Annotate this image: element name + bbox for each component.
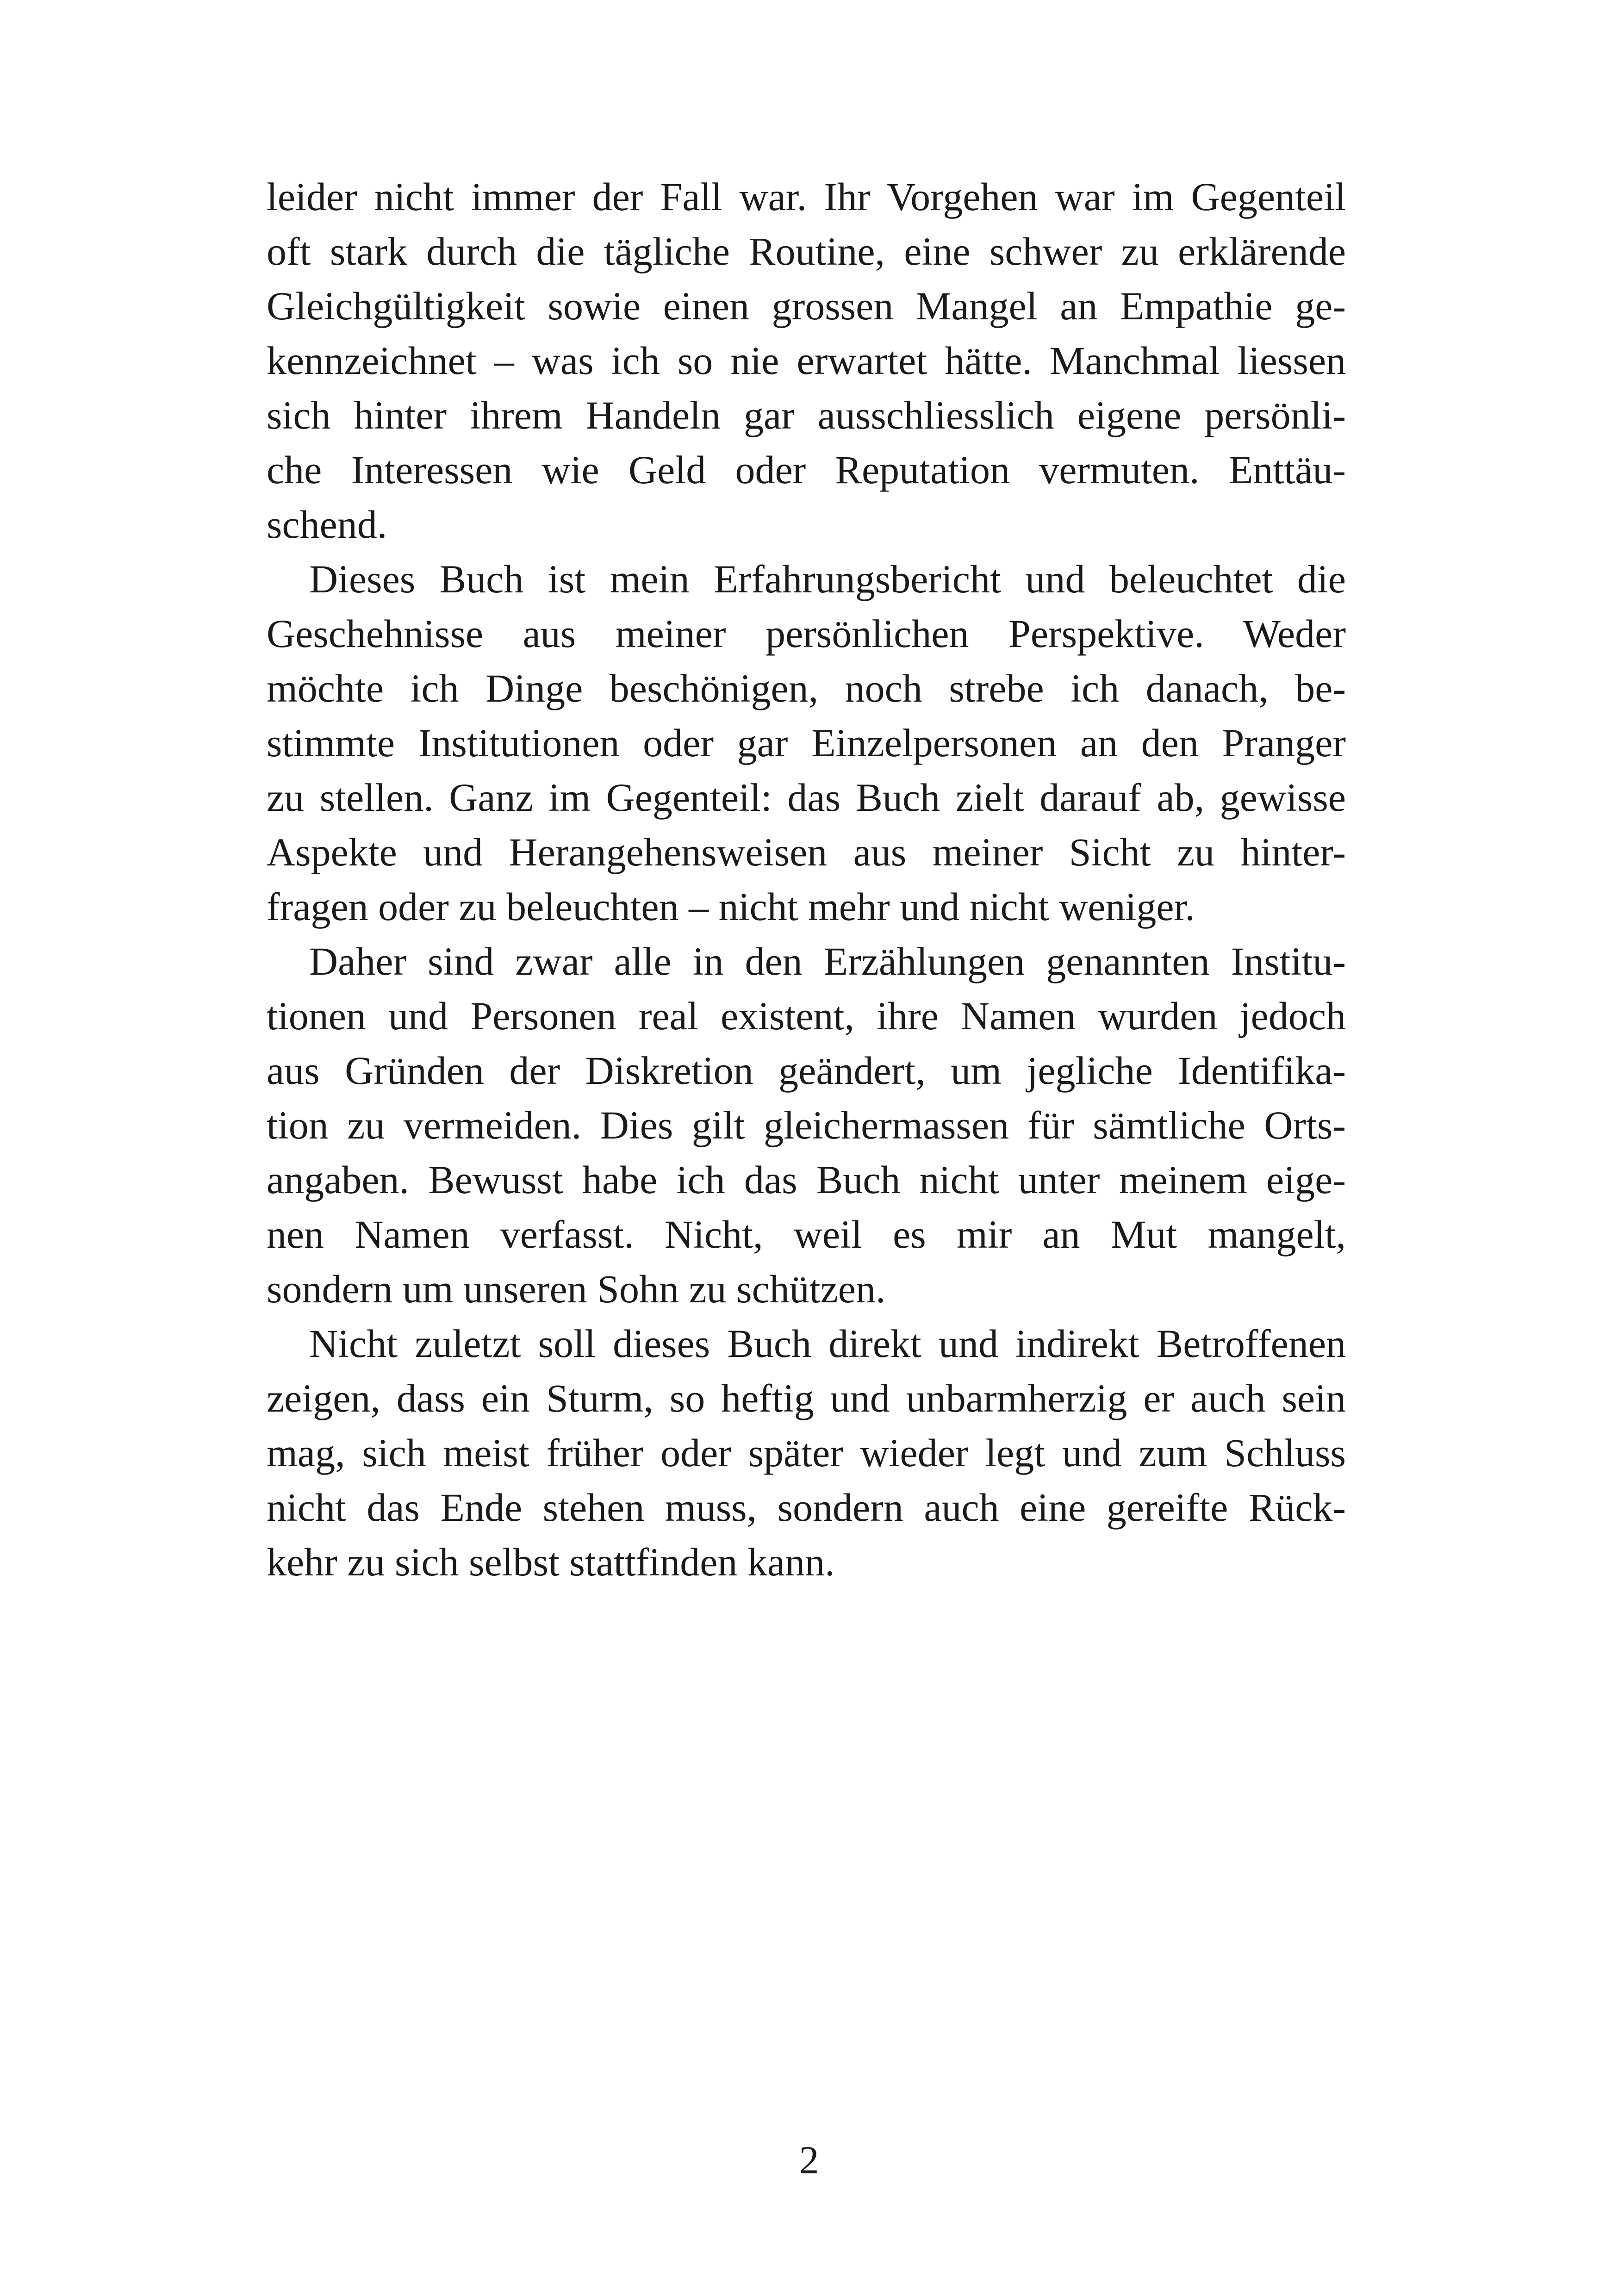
text-line: tionen und Personen real existent, ihre Namen wurden jedoch bbox=[267, 994, 1346, 1038]
text-line: schend. bbox=[267, 502, 387, 547]
text-line: leider nicht immer der Fall war. Ihr Vorgehen war im Gegenteil bbox=[267, 174, 1346, 219]
text-line: fragen oder zu beleuchten – nicht mehr und nicht weniger. bbox=[267, 884, 1195, 929]
text-line: che Interessen wie Geld oder Reputation vermuten. Enttäu- bbox=[267, 448, 1346, 492]
text-line: sondern um unseren Sohn zu schützen. bbox=[267, 1267, 886, 1311]
text-line: Gleichgültigkeit sowie einen grossen Mangel an Empathie ge- bbox=[267, 284, 1346, 328]
text-line: kennzeichnet – was ich so nie erwartet hätte. Manchmal liessen bbox=[267, 338, 1346, 383]
text-line: Daher sind zwar alle in den Erzählungen genannten Institu- bbox=[309, 939, 1346, 983]
text-line: sich hinter ihrem Handeln gar ausschliesslich eigene persönli- bbox=[267, 393, 1346, 437]
text-line: Nicht zuletzt soll dieses Buch direkt und indirekt Betroffenen bbox=[309, 1321, 1346, 1366]
text-line: kehr zu sich selbst stattfinden kann. bbox=[267, 1540, 835, 1584]
text-line: nen Namen verfasst. Nicht, weil es mir an Mut mangelt, bbox=[267, 1212, 1346, 1257]
text-line: zu stellen. Ganz im Gegenteil: das Buch zielt darauf ab, gewisse bbox=[267, 775, 1346, 820]
text-line: oft stark durch die tägliche Routine, eine schwer zu erklärende bbox=[267, 229, 1346, 274]
text-line: möchte ich Dinge beschönigen, noch strebe ich danach, be- bbox=[267, 666, 1346, 710]
text-line: zeigen, dass ein Sturm, so heftig und unbarmherzig er auch sein bbox=[267, 1376, 1346, 1420]
page-number: 2 bbox=[799, 2138, 819, 2182]
paragraph-2 bbox=[267, 552, 1346, 934]
text-line: mag, sich meist früher oder später wieder legt und zum Schluss bbox=[267, 1431, 1346, 1475]
text-line: Dieses Buch ist mein Erfahrungsbericht und beleuchtet die bbox=[309, 557, 1346, 601]
text-line: stimmte Institutionen oder gar Einzelpersonen an den Pranger bbox=[267, 721, 1346, 765]
text-line: Aspekte und Herangehensweisen aus meiner Sicht zu hinter- bbox=[267, 830, 1346, 874]
text-line: Geschehnisse aus meiner persönlichen Perspektive. Weder bbox=[267, 611, 1346, 656]
paragraph-1 bbox=[267, 169, 1346, 552]
body-text bbox=[267, 169, 1346, 1589]
text-line: angaben. Bewusst habe ich das Buch nicht unter meinem eige- bbox=[267, 1157, 1346, 1202]
text-line: nicht das Ende stehen muss, sondern auch eine gereifte Rück- bbox=[267, 1485, 1346, 1530]
text-line: tion zu vermeiden. Dies gilt gleichermassen für sämtliche Orts- bbox=[267, 1103, 1346, 1147]
paragraph-3 bbox=[267, 934, 1346, 1316]
text-line: aus Gründen der Diskretion geändert, um jegliche Identifika- bbox=[267, 1048, 1346, 1093]
paragraph-4 bbox=[267, 1316, 1346, 1589]
